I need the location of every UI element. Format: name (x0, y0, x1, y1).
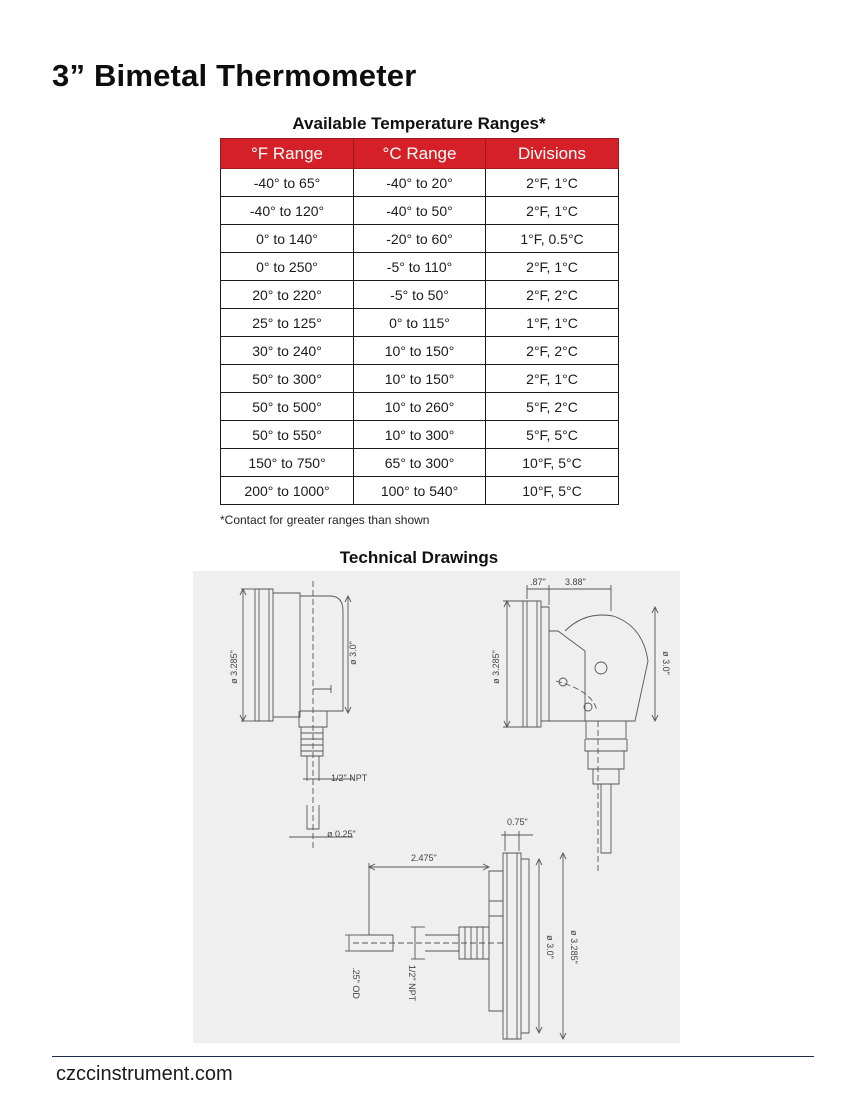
column-header-f-range: °F Range (221, 139, 354, 169)
f-range-cell: 30° to 240° (221, 337, 354, 365)
f-range-cell: 0° to 140° (221, 225, 354, 253)
table-body (221, 169, 619, 505)
divisions-cell: 2°F, 2°C (486, 281, 619, 309)
divisions-cell: 2°F, 1°C (486, 253, 619, 281)
c-range-cell: -40° to 20° (354, 169, 486, 197)
adjustable-angle-drawing (503, 585, 658, 871)
divisions-cell: 2°F, 2°C (486, 337, 619, 365)
table-row (221, 449, 619, 477)
c-range-cell: -20° to 60° (354, 225, 486, 253)
divisions-cell: 10°F, 5°C (486, 449, 619, 477)
adjustable-inner-diameter-label: ø 3.0" (661, 651, 671, 675)
table-row (221, 421, 619, 449)
side-view-inner-diameter-label: ø 3.0" (545, 935, 555, 959)
adjustable-outer-diameter-label: ø 3.285" (491, 650, 501, 684)
table-row (221, 309, 619, 337)
divisions-cell: 2°F, 1°C (486, 169, 619, 197)
footer-website[interactable]: czccinstrument.com (56, 1063, 233, 1085)
table-header-row (221, 139, 619, 169)
back-mount-inner-diameter-label: ø 3.0" (348, 641, 358, 665)
table-row (221, 197, 619, 225)
c-range-cell: -40° to 50° (354, 197, 486, 225)
f-range-cell: 25° to 125° (221, 309, 354, 337)
divisions-cell: 2°F, 1°C (486, 365, 619, 393)
table-row (221, 393, 619, 421)
adjustable-offset-a-label: .87" (530, 577, 546, 587)
side-view-stem-od-label: .25" OD (351, 967, 361, 999)
temperature-ranges-table (220, 138, 619, 505)
back-mount-stem-diameter-label: ø 0.25" (327, 829, 356, 839)
column-header-divisions: Divisions (486, 139, 619, 169)
table-row (221, 253, 619, 281)
c-range-cell: 100° to 540° (354, 477, 486, 505)
table-row (221, 365, 619, 393)
table-heading: Available Temperature Ranges* (292, 114, 546, 133)
c-range-cell: 10° to 150° (354, 365, 486, 393)
technical-drawing-svg (193, 571, 680, 1043)
technical-drawing-panel (193, 571, 680, 1043)
f-range-cell: 50° to 500° (221, 393, 354, 421)
side-view-length-label: 2.475" (411, 853, 437, 863)
side-view-outer-diameter-label: ø 3.285" (569, 930, 579, 964)
table-row (221, 225, 619, 253)
footer-divider (52, 1056, 814, 1057)
c-range-cell: -5° to 110° (354, 253, 486, 281)
c-range-cell: 10° to 260° (354, 393, 486, 421)
table-row (221, 281, 619, 309)
f-range-cell: 20° to 220° (221, 281, 354, 309)
f-range-cell: 50° to 550° (221, 421, 354, 449)
c-range-cell: -5° to 50° (354, 281, 486, 309)
f-range-cell: 150° to 750° (221, 449, 354, 477)
divisions-cell: 5°F, 5°C (486, 421, 619, 449)
divisions-cell: 1°F, 1°C (486, 309, 619, 337)
side-view-drawing (345, 831, 566, 1039)
back-mount-thread-label: 1/2" NPT (331, 773, 368, 783)
back-mount-outer-diameter-label: ø 3.285" (229, 650, 239, 684)
drawings-heading: Technical Drawings (339, 548, 499, 567)
column-header-c-range: °C Range (354, 139, 486, 169)
back-mount-drawing (240, 581, 353, 851)
f-range-cell: -40° to 120° (221, 197, 354, 225)
table-row (221, 169, 619, 197)
divisions-cell: 5°F, 2°C (486, 393, 619, 421)
table-row (221, 337, 619, 365)
f-range-cell: -40° to 65° (221, 169, 354, 197)
c-range-cell: 65° to 300° (354, 449, 486, 477)
f-range-cell: 200° to 1000° (221, 477, 354, 505)
side-view-depth-label: 0.75" (507, 817, 528, 827)
f-range-cell: 0° to 250° (221, 253, 354, 281)
table-row (221, 477, 619, 505)
divisions-cell: 10°F, 5°C (486, 477, 619, 505)
f-range-cell: 50° to 300° (221, 365, 354, 393)
table-footnote: *Contact for greater ranges than shown (220, 513, 430, 527)
adjustable-offset-b-label: 3.88" (565, 577, 586, 587)
c-range-cell: 10° to 300° (354, 421, 486, 449)
divisions-cell: 2°F, 1°C (486, 197, 619, 225)
side-view-thread-label: 1/2" NPT (407, 964, 417, 1002)
divisions-cell: 1°F, 0.5°C (486, 225, 619, 253)
c-range-cell: 0° to 115° (354, 309, 486, 337)
page-title: 3” Bimetal Thermometer (52, 58, 417, 93)
c-range-cell: 10° to 150° (354, 337, 486, 365)
